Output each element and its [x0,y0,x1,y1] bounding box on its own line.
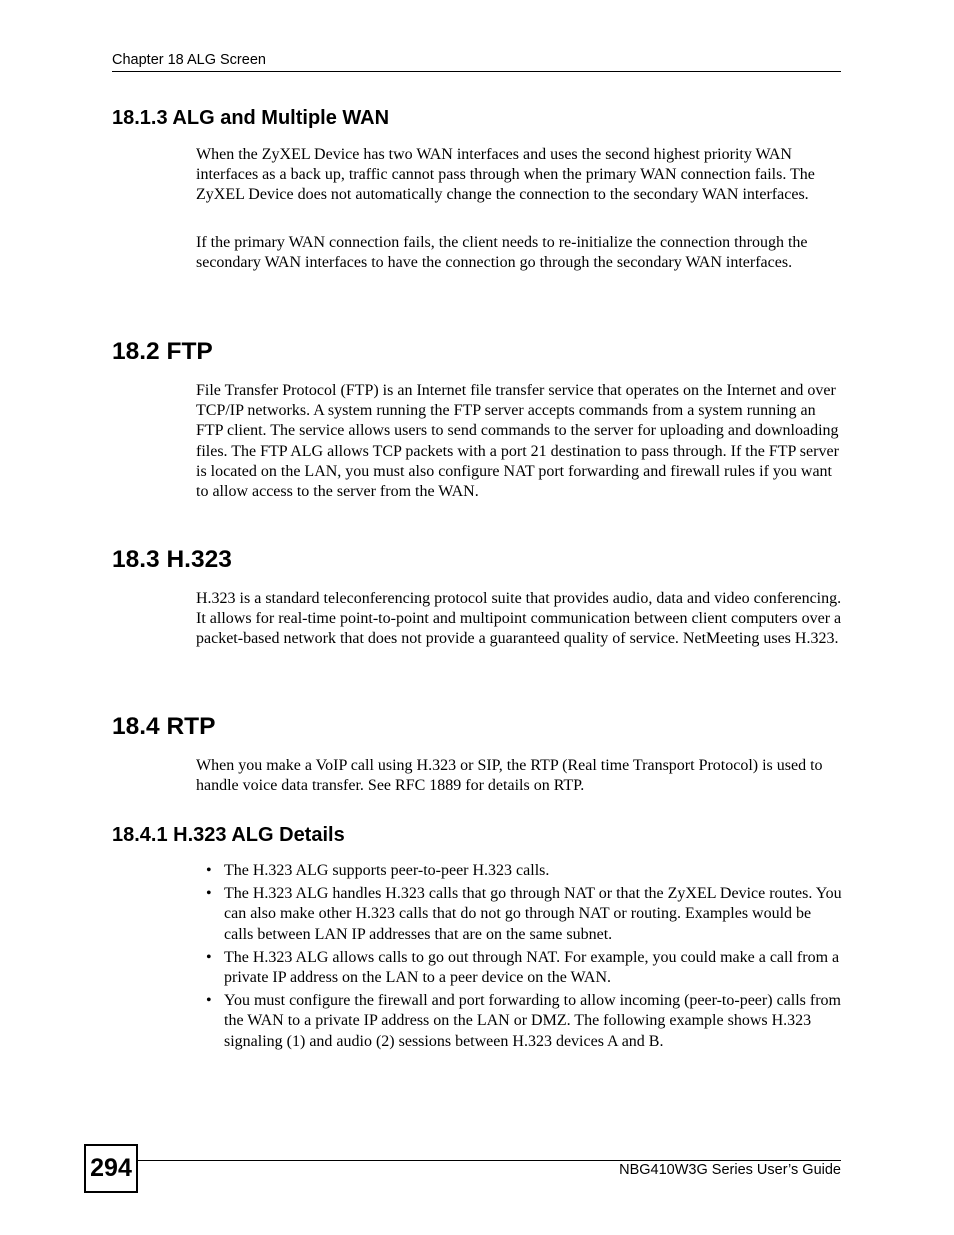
header-divider [112,71,841,72]
bullet-marker: • [206,992,212,1010]
paragraph-h323: H.323 is a standard teleconferencing protocol suite that provides audio, data and video conferencing. It allows for real-time point-to-point and multipoint communication between client computers over a packet-based network that does not provide a guaranteed quality of service. NetMeeting uses H.323. [196,590,842,648]
heading-18-2: 18.2 FTP [112,338,213,365]
list-item-text: You must configure the firewall and port forwarding to allow incoming (peer-to-peer) calls from the WAN to a private IP address on the LAN or DMZ. The following example shows H.323 signaling (1) and audio (2) sessions between H.323 devices A and B. [224,992,841,1050]
heading-18-4: 18.4 RTP [112,713,216,740]
heading-18-3: 18.3 H.323 [112,546,232,573]
bullet-marker: • [206,885,212,903]
guide-title: NBG410W3G Series User’s Guide [619,1162,841,1178]
h323-alg-details-list [196,861,842,1055]
list-item [196,991,842,1052]
bullet-marker: • [206,948,212,966]
heading-18-4-1: 18.4.1 H.323 ALG Details [112,824,345,846]
list-item [196,861,842,881]
list-item [196,948,842,988]
running-header: Chapter 18 ALG Screen [112,52,266,68]
heading-18-1-3: 18.1.3 ALG and Multiple WAN [112,107,390,129]
list-item [196,884,842,945]
bullet-marker: • [206,862,212,879]
list-item-text: The H.323 ALG allows calls to go out through NAT. For example, you could make a call from a private IP address on the LAN to a peer device on the WAN. [224,948,840,987]
list-item-text: The H.323 ALG handles H.323 calls that go through NAT or that the ZyXEL Device routes. You can also make other H.323 calls that do not go through NAT or routing. Examples would be calls between LAN IP addresses that are on the same subnet. [224,885,842,943]
paragraph-alg-wan-1: When the ZyXEL Device has two WAN interfaces and uses the second highest priority WAN interfaces as a back up, traffic cannot pass through when the primary WAN connection fails. The ZyXEL Device does not automatically change the connection to the secondary WAN interfaces. [196,146,815,204]
footer-divider [138,1160,841,1161]
list-item-text: The H.323 ALG supports peer-to-peer H.323 calls. [224,862,550,879]
paragraph-alg-wan-2: If the primary WAN connection fails, the client needs to re-initialize the connection through the secondary WAN interfaces to have the connection go through the secondary WAN interfaces. [196,234,808,272]
paragraph-rtp: When you make a VoIP call using H.323 or SIP, the RTP (Real time Transport Protocol) is used to handle voice data transfer. See RFC 1889 for details on RTP. [196,757,823,795]
paragraph-ftp: File Transfer Protocol (FTP) is an Internet file transfer service that operates on the Internet and over TCP/IP networks. A system running the FTP server accepts commands from a system running an FTP client. The service allows users to send commands to the server for uploading and downloading files. The FTP ALG allows TCP packets with a port 21 destination to pass through. If the FTP server is located on the LAN, you must also configure NAT port forwarding and firewall rules if you want to allow access to the server from the WAN. [196,382,839,501]
page-number: 294 [84,1144,138,1193]
